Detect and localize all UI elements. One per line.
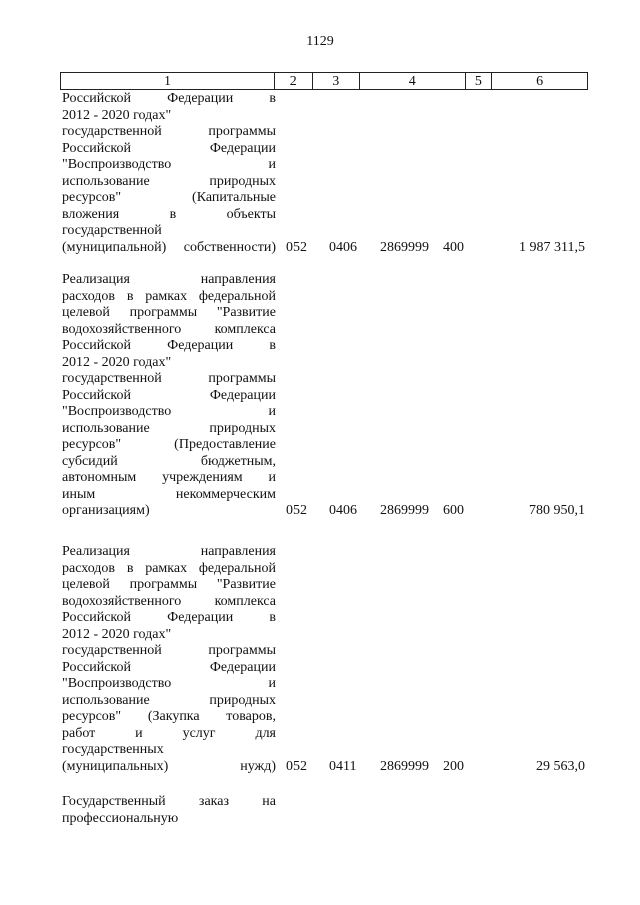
description-line: ресурсов" (Закупка товаров,	[62, 709, 276, 724]
description-line: Российской Федерации	[62, 387, 276, 403]
amount: 29 563,0	[536, 758, 585, 774]
description-line: организациям)	[62, 503, 150, 518]
section-code: 0406	[329, 239, 357, 255]
column-header-4: 4	[359, 73, 465, 90]
description-line: Реализация направления	[62, 272, 276, 287]
description-line: расходов в рамках федеральной	[62, 560, 276, 576]
description-line: "Воспроизводство и	[62, 676, 276, 691]
expense-type-code: 200	[443, 758, 464, 774]
column-header-2: 2	[274, 73, 312, 90]
column-header-3: 3	[312, 73, 359, 90]
description-line: вложения в объекты	[62, 206, 276, 222]
column-header-5: 5	[465, 73, 492, 90]
description-line: Российской Федерации в	[62, 610, 276, 625]
row-description	[62, 91, 276, 256]
amount: 1 987 311,5	[519, 239, 585, 255]
description-line: ресурсов" (Капитальные	[62, 190, 276, 205]
section-code: 0411	[329, 758, 357, 774]
column-header-row	[60, 72, 588, 90]
description-line: государственной	[62, 223, 162, 238]
description-line: (муниципальной) собственности)	[62, 239, 276, 255]
description-line: 2012 - 2020 годах"	[62, 626, 172, 642]
section-code: 0406	[329, 503, 357, 518]
description-line: расходов в рамках федеральной	[62, 288, 276, 304]
expense-type-code: 600	[443, 503, 464, 518]
description-line: водохозяйственного комплекса	[62, 593, 276, 609]
expense-type-code: 400	[443, 239, 464, 255]
description-line: государственной программы	[62, 371, 276, 386]
description-line: государственных	[62, 742, 164, 757]
amount: 780 950,1	[529, 503, 585, 518]
description-line: государственной программы	[62, 643, 276, 658]
target-article-code: 2869999	[380, 758, 429, 774]
description-line: Российской Федерации в	[62, 338, 276, 353]
description-line: государственной программы	[62, 124, 276, 139]
column-header-1: 1	[61, 73, 275, 90]
description-line: субсидий бюджетным,	[62, 453, 276, 469]
description-line: целевой программы "Развитие	[62, 577, 276, 592]
target-article-code: 2869999	[380, 239, 429, 255]
ministry-code: 052	[286, 758, 307, 774]
description-line: ресурсов" (Предоставление	[62, 437, 276, 452]
description-line: автономным учреждениям и	[62, 470, 276, 485]
row-description	[62, 544, 276, 775]
description-line: водохозяйственного комплекса	[62, 321, 276, 337]
row-description	[62, 794, 276, 827]
description-line: Российской Федерации	[62, 140, 276, 156]
description-line: использование природных	[62, 420, 276, 436]
description-line: (муниципальных) нужд)	[62, 758, 276, 774]
description-line: использование природных	[62, 173, 276, 189]
description-line: профессиональную	[62, 810, 179, 826]
description-line: целевой программы "Развитие	[62, 305, 276, 320]
description-line: использование природных	[62, 692, 276, 708]
description-line: "Воспроизводство и	[62, 157, 276, 172]
description-line: 2012 - 2020 годах"	[62, 107, 172, 123]
description-line: Российской Федерации	[62, 659, 276, 675]
ministry-code: 052	[286, 503, 307, 518]
column-header-6: 6	[492, 73, 588, 90]
description-line: работ и услуг для	[62, 725, 276, 741]
description-line: Государственный заказ на	[62, 794, 276, 809]
page-number: 1129	[306, 34, 334, 49]
description-line: иным некоммерческим	[62, 486, 276, 502]
description-line: "Воспроизводство и	[62, 404, 276, 419]
ministry-code: 052	[286, 239, 307, 255]
row-description	[62, 272, 276, 520]
description-line: Российской Федерации в	[62, 91, 276, 106]
target-article-code: 2869999	[380, 503, 429, 518]
description-line: 2012 - 2020 годах"	[62, 354, 172, 370]
description-line: Реализация направления	[62, 544, 276, 559]
